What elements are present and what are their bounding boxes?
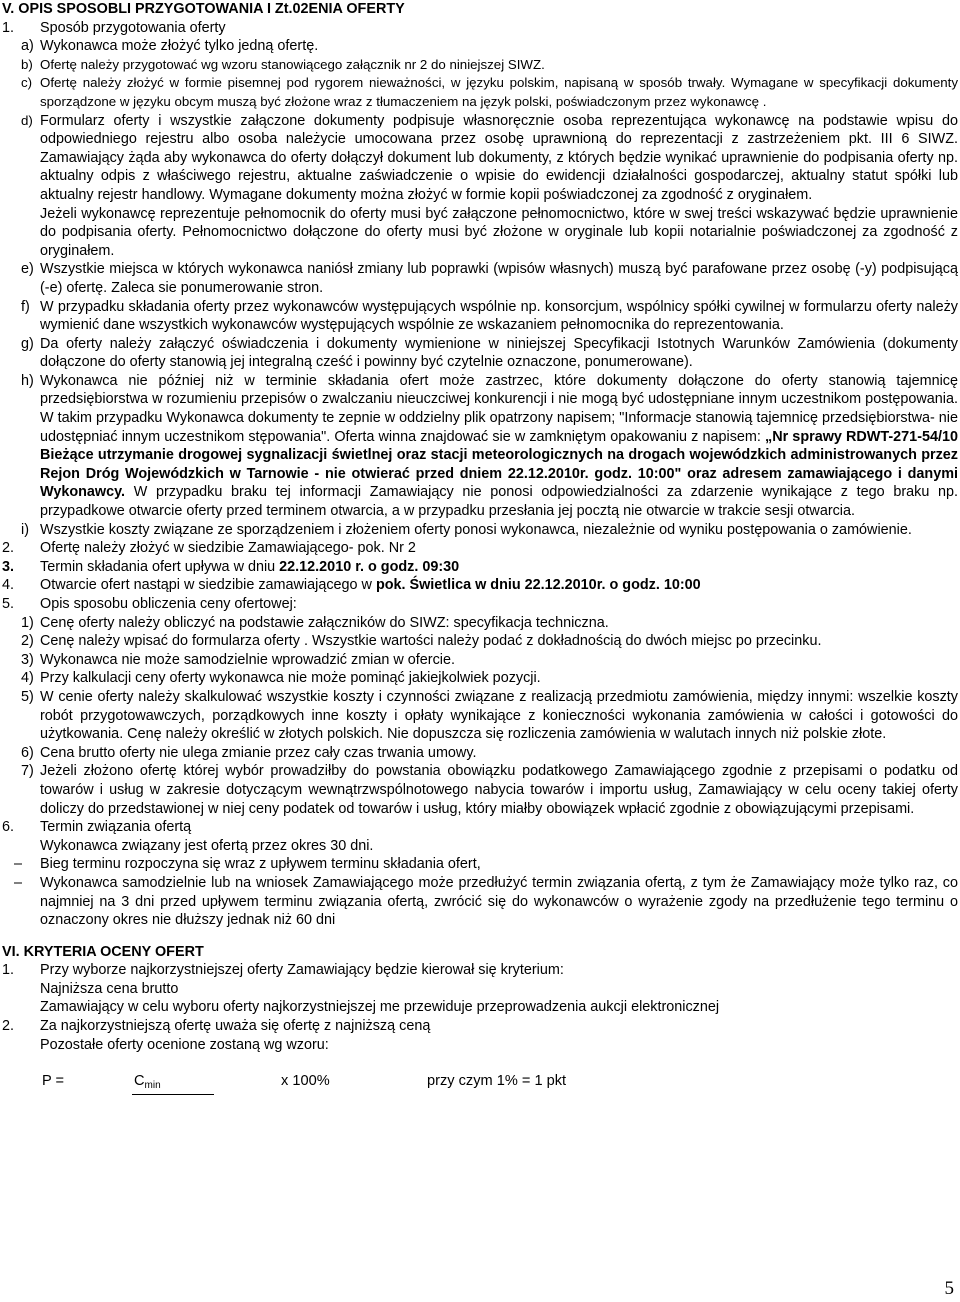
price-calculation-list <box>2 614 958 819</box>
item-letter: c) <box>21 75 33 91</box>
item-text: Ofertę należy złożyć w siedzibie Zamawiającego- pok. Nr 2 <box>40 540 416 557</box>
item-text: Termin związania ofertą <box>40 819 192 836</box>
item-number: 3. <box>2 558 15 575</box>
item-number: 2. <box>2 540 15 557</box>
item-text: Wszystkie miejsca w których wykonawca naniósł zmiany lub poprawki (wpisów własnych) muszą być parafowane przez osobę (-y) podpisującą (-e) ofertę. Zaleca sie ponumerowanie stron. <box>40 261 958 296</box>
criteria-line: Pozostałe oferty ocenione zostaną wg wzoru: <box>40 1036 329 1053</box>
section-vi-heading: VI. KRYTERIA OCENY OFERT <box>2 943 204 960</box>
price-item <box>2 744 958 763</box>
item-text: Cenę należy wpisać do formularza oferty . Wszystkie wartości należy podać z dokładnością do dwóch miejsc po przecinku. <box>40 633 822 650</box>
item-number: 2. <box>2 1018 15 1035</box>
opening-time: pok. Świetlica w dniu 22.12.2010r. o godz. 10:00 <box>375 577 701 594</box>
item-text: W cenie oferty należy skalkulować wszystkie koszty i czynności związane z realizacją przedmiotu zamówienia, między innymi: wszelkie koszty robót przygotowawczych, porządkowych inne koszty i opłaty wynikające z konieczności wykonania zamówienia w całości i gotowości do użytkowania. Cenę należy określić w złotych polskich. Nie dopuszcza się rozliczenia zamówienia w walutach innych niż polskie złote. <box>40 688 958 743</box>
item-1c <box>2 74 958 111</box>
item-text: Przy wyborze najkorzystniejszej oferty Zamawiający będzie kierował się kryterium: <box>40 962 564 979</box>
item-text <box>40 372 958 521</box>
item-text: Wykonawca może złożyć tylko jedną ofertę. <box>40 38 319 55</box>
item-number: 6) <box>21 744 34 761</box>
item-letter: a) <box>21 38 34 55</box>
item-letter: e) <box>21 261 34 278</box>
item-text: Za najkorzystniejszą ofertę uważa się ofertę z najniższą ceną <box>40 1018 431 1035</box>
item-number: 3) <box>21 651 34 668</box>
criteria-2 <box>2 1017 958 1036</box>
formula-c: C <box>134 1073 145 1090</box>
dash-item <box>2 874 958 930</box>
item-text <box>40 576 958 595</box>
dash-mark: – <box>14 874 23 891</box>
item-1i <box>2 521 958 540</box>
price-item <box>2 632 958 651</box>
item-number: 1. <box>2 962 15 979</box>
criteria-line: Zamawiający w celu wyboru oferty najkorzystniejszej me przewiduje przeprowadzenia aukcji elektronicznej <box>40 999 720 1016</box>
item-letter: i) <box>21 521 29 538</box>
deadline: 22.12.2010 r. o godz. 09:30 <box>279 558 460 575</box>
formula-note: przy czym 1% = 1 pkt <box>427 1073 567 1090</box>
item-number: 4. <box>2 577 15 594</box>
item-4 <box>2 576 958 595</box>
item-6 <box>2 818 958 837</box>
item-1h <box>2 372 958 521</box>
item-1e <box>2 260 958 297</box>
criteria-line: Najniższa cena brutto <box>40 980 179 997</box>
item-text-part: Termin składania ofert upływa w dniu <box>40 558 280 575</box>
item-text: W przypadku składania oferty przez wykonawców występujących wspólnie np. konsorcjum, wspólnicy spółki cywilnej w formularzu oferty należy wymienić dane wszystkich wykonawców występujących wspólnie ze wskazaniem pełnomocnika do reprezentowania. <box>40 298 958 334</box>
item-text: Wykonawca nie może samodzielnie wprowadzić zmian w ofercie. <box>40 651 455 668</box>
item-text: Ofertę należy złożyć w formie pisemnej pod rygorem nieważności, w języku polskim, napisaną w sposób trwały. Wymagane w specyfikacji dokumenty sporządzone w języku obcym muszą być złożone wraz z tłumaczeniem na język polski, poświadczonym przez wykonawcę . <box>40 75 958 109</box>
item-1b <box>2 56 958 75</box>
item-number: 6. <box>2 819 15 836</box>
item-text-continued: Jeżeli wykonawcę reprezentuje pełnomocnik do oferty musi być załączone pełnomocnictwo, które w swej treści wskazywać będzie uprawnienie do podpisania oferty. Pełnomocnictwo dołączone do oferty musi być złożone w oryginale lub kopii notarialnie poświadczonej za zgodność z oryginałem. <box>40 205 958 259</box>
item-text: Wykonawca samodzielnie lub na wniosek Zamawiającego może przedłużyć termin związania ofertą, z tym że Zamawiający może tylko raz, co najmniej na 3 dni przed upływem terminu związania ofertą, zwrócić się do wykonawców o wyrażenie zgody na przedłużenie tego terminu o oznaczony okres nie dłuższy jednak niż 60 dni <box>40 874 958 929</box>
item-5 <box>2 595 958 614</box>
item-number: 1) <box>21 614 34 631</box>
item-number: 1. <box>2 19 15 36</box>
item-text: Przy kalkulacji ceny oferty wykonawca nie może pominąć jakiejkolwiek pozycji. <box>40 670 541 687</box>
item-text: Da oferty należy załączyć oświadczenia i dokumenty wymienione w niniejszej Specyfikacji Istotnych Warunków Zamówienia (dokumenty dołączone do oferty stanowią jej integralną cześć i powinny być czytelnie oznaczone, ponumerowane). <box>40 335 958 371</box>
item-text: Opis sposobu obliczenia ceny ofertowej: <box>40 596 297 612</box>
page-number: 5 <box>944 1278 954 1299</box>
item-text: Cenę oferty należy obliczyć na podstawie załączników do SIWZ: specyfikacja techniczna. <box>40 614 609 631</box>
price-item <box>2 614 958 633</box>
formula-sub: min <box>144 1080 161 1092</box>
binding-period-list <box>2 855 958 929</box>
section-v-heading: V. OPIS SPOSOBLI PRZYGOTOWANIA I Zt.02ENIA OFERTY <box>2 1 405 17</box>
item-text-part: Otwarcie ofert nastąpi w siedzibie zamawiającego w <box>40 577 376 594</box>
item-2 <box>2 539 958 558</box>
envelope-label: „Nr sprawy RDWT-271-54/10 Bieżące utrzymanie drogowej sygnalizacji świetlnej oraz stacji meteorologicznych na drogach wojewódzkich administrowanych przez Rejon Dróg Wojewódzkich w Tarnowie - nie otwierać przed dniem 22.12.2010r. godz. 10:00" oraz adresem zamawiającego i danymi Wykonawcy. <box>40 428 958 501</box>
price-item <box>2 651 958 670</box>
dash-mark: – <box>14 856 23 873</box>
item-letter: h) <box>21 372 34 389</box>
item-letter: b) <box>21 56 33 72</box>
item-number: 7) <box>21 763 34 780</box>
criteria-1 <box>2 961 958 980</box>
fraction-line <box>132 1094 214 1095</box>
item-number: 4) <box>21 670 34 687</box>
item-text: Sposób przygotowania oferty <box>40 19 226 36</box>
item-letter: f) <box>21 298 30 315</box>
price-item <box>2 669 958 688</box>
price-item <box>2 688 958 744</box>
item-letter: g) <box>21 335 34 352</box>
item-number: 5) <box>21 688 34 705</box>
binding-period-line: Wykonawca związany jest ofertą przez okres 30 dni. <box>40 837 374 854</box>
item-3 <box>2 558 958 577</box>
item-text: Jeżeli złożono ofertę której wybór prowadziłby do powstania obowiązku podatkowego Zamawiającego zgodnie z przepisami o podatku od towarów i usług w zakresie dotyczącym wewnątrzwspólnotowego nabycia towarów i importu usług, Zamawiający w celu oceny takiej oferty doliczy do przedstawionej w niej ceny podatek od towarów i usług, który miałby obowiązek wpłacić zgodnie z obowiązującymi przepisami. <box>40 763 958 817</box>
price-item <box>2 762 958 818</box>
item-1 <box>2 19 958 38</box>
formula-p: P = <box>42 1073 65 1090</box>
item-1a <box>2 37 958 56</box>
scoring-formula <box>2 1066 958 1110</box>
item-letter: d) <box>21 112 33 128</box>
item-number: 2) <box>21 633 34 650</box>
item-1f <box>2 298 958 335</box>
item-text <box>40 558 958 577</box>
item-text-part: W przypadku braku tej informacji Zamawiający nie ponosi odpowiedzialności za zdarzenie wynikające z tego braku np. przypadkowe otwarcie oferty przed terminem otwarcia, a w przypadku przesłania jej pocztą nie otwarcie w trakcie sesji otwarcia. <box>40 484 958 520</box>
item-text: Cena brutto oferty nie ulega zmianie przez cały czas trwania umowy. <box>40 744 477 761</box>
item-text: Formularz oferty i wszystkie załączone dokumenty podpisuje własnoręcznie osoba reprezentująca wykonawcę na podstawie wpisu do odpowiedniego rejestru albo osoba należycie umocowana przez osobę uprawnioną do reprezentacji z zastrzeżeniem pkt. III 6 SIWZ. Zamawiający żąda aby wykonawca do oferty dołączył dokument lub dokumenty, z których będzie wynikać uprawnienie do podpisania oferty np. aktualny odpis z właściwego rejestru, aktualne zaświadczenie o wpisie do ewidencji działalności gospodarczej, aktualny statut spółki lub aktualny rejestr handlowy. Wymagane dokumenty można złożyć w formie kopii poświadczonej za zgodność z oryginałem. <box>40 112 958 203</box>
formula-percent: x 100% <box>281 1073 330 1090</box>
item-1d <box>2 112 958 261</box>
item-number: 5. <box>2 596 15 612</box>
item-text: Bieg terminu rozpoczyna się wraz z upływem terminu składania ofert, <box>40 856 481 873</box>
item-1g <box>2 335 958 372</box>
dash-item <box>2 855 958 874</box>
item-text: Wszystkie koszty związane ze sporządzeniem i złożeniem oferty ponosi wykonawca, niezależnie od wyniku postępowania o zamówienie. <box>40 521 912 538</box>
formula-cmin <box>134 1072 161 1096</box>
item-text-part: Wykonawca nie później niż w terminie składania ofert może zastrzec, które dokumenty dołączone do oferty stanowią tajemnicę przedsiębiorstwa w rozumieniu przepisów o zwalczaniu nieuczciwej konkurencji i nie mogą być udostępniane innym uczestnikom postępowania. W takim przypadku Wykonawca dokumenty te zepnie w oddzielny plik opatrzony napisem; "Informacje stanowią tajemnicę przedsiębiorstwa- nie udostępniać innym uczestnikom stępowania". Oferta winna znajdować sie w zamkniętym opakowaniu z napisem: <box>40 372 958 445</box>
item-text: Ofertę należy przygotować wg wzoru stanowiącego załącznik nr 2 do niniejszej SIWZ. <box>40 56 545 72</box>
